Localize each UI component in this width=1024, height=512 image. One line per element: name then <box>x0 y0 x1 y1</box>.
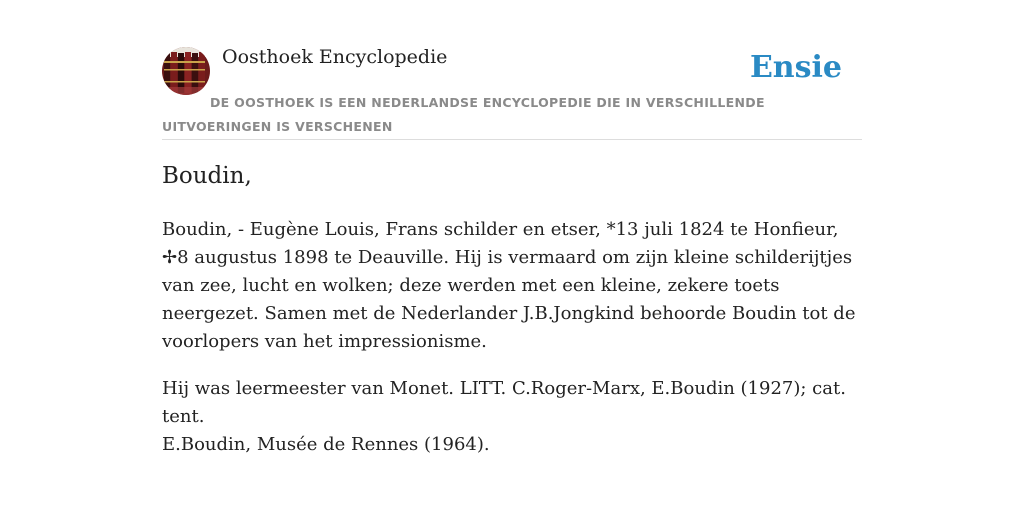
page-title: Boudin, <box>162 163 252 189</box>
site-title[interactable]: Oosthoek Encyclopedie <box>222 46 448 68</box>
tagline: DE OOSTHOEK IS EEN NEDERLANDSE ENCYCLOPEDIE DIE IN VERSCHILLENDE UITVOERINGEN IS VERSCHENEN <box>162 95 765 134</box>
site-header <box>162 0 862 140</box>
brand-logo[interactable]: Ensie <box>749 50 842 85</box>
article-paragraph: Boudin, - Eugène Louis, Frans schilder en etser, *13 juli 1824 te Honfieur, ✢8 augustus 1898 te Deauville. Hij is vermaard om zijn kleine schilderijtjes van zee, lucht en wolken; deze werden met een kleine, zekere toets neergezet. Samen met de Nederlander J.B.Jongkind behoorde Boudin tot de voorlopers van het impressionisme. <box>162 219 856 352</box>
book-spines-icon <box>162 47 210 95</box>
avatar[interactable] <box>162 47 210 95</box>
article-paragraph: E.Boudin, Musée de Rennes (1964). <box>162 434 490 455</box>
page-content <box>162 0 862 455</box>
article-paragraph: Hij was leermeester van Monet. LITT. C.Roger-Marx, E.Boudin (1927); cat. tent. <box>162 378 846 427</box>
